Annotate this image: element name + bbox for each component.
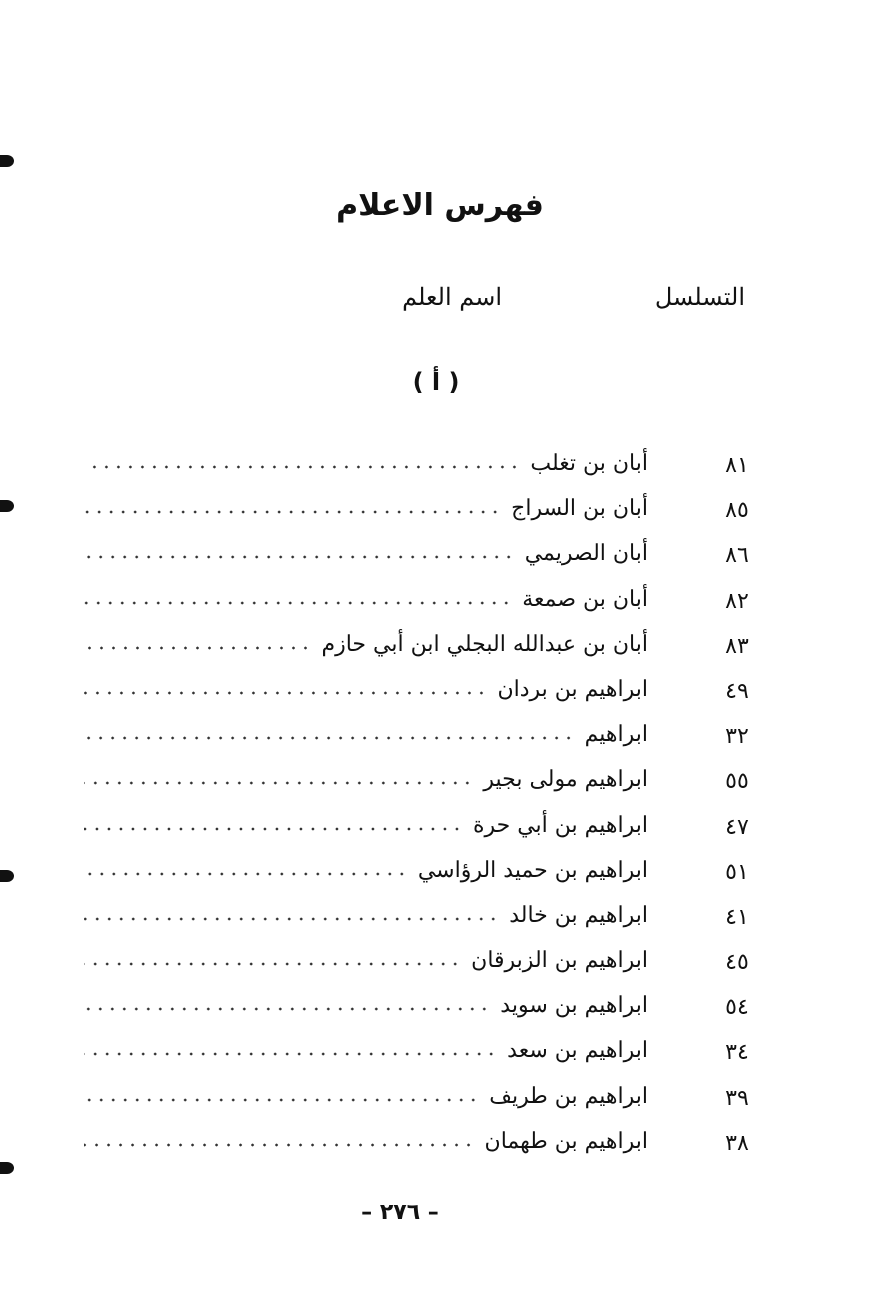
dot-leader: [84, 1051, 497, 1057]
index-entry: [0, 494, 880, 539]
index-entry: [0, 811, 880, 856]
index-entry: [0, 946, 880, 991]
index-entry: [0, 765, 880, 810]
entry-name: ابراهيم بن سويد: [500, 993, 648, 1019]
entry-name: أبان بن عبدالله البجلي ابن أبي حازم: [321, 631, 648, 657]
dot-leader: [84, 735, 575, 741]
dot-leader: [84, 961, 461, 967]
entry-name: أبان بن تغلب: [530, 451, 648, 476]
entry-name: ابراهيم بن طريف: [489, 1083, 648, 1109]
entry-number: ٨٦: [725, 543, 749, 569]
dot-leader: [84, 464, 520, 470]
index-entry: [0, 449, 880, 494]
index-entry: [0, 1036, 880, 1081]
entry-name: ابراهيم مولى بجير: [483, 767, 648, 793]
entry-name: ابراهيم بن أبي حرة: [472, 812, 648, 838]
index-entry: [0, 1127, 880, 1172]
binding-hole-mark: [0, 155, 14, 167]
dot-leader: [84, 1097, 479, 1103]
entry-number: ٣٨: [725, 1130, 749, 1156]
dot-leader: [84, 1006, 490, 1012]
entry-number: ٨٣: [725, 633, 749, 659]
entry-number: ٣٩: [725, 1085, 749, 1111]
entry-name: ابراهيم بن بردان: [497, 676, 648, 702]
index-entry: [0, 630, 880, 675]
entry-number: ٨٢: [725, 588, 749, 614]
entry-number: ٨١: [725, 453, 749, 478]
entry-number: ٤٧: [725, 814, 749, 840]
dot-leader: [84, 871, 408, 877]
entry-number: ٥٤: [725, 995, 749, 1021]
entry-name: ابراهيم بن سعد: [507, 1038, 648, 1064]
dot-leader: [84, 509, 501, 515]
entry-number: ٣٤: [725, 1040, 749, 1066]
entry-number: ٤٥: [725, 950, 749, 976]
entry-name: أبان الصريمي: [524, 541, 648, 567]
entry-name: ابراهيم بن طهمان: [484, 1128, 648, 1154]
dot-leader: [84, 780, 473, 786]
entry-name: ابراهيم بن الزبرقان: [471, 948, 648, 974]
dot-leader: [84, 1142, 475, 1148]
section-letter-heading: ( أ ): [412, 368, 460, 396]
entry-number: ٤٩: [725, 678, 749, 704]
entry-number: ٥١: [725, 859, 749, 885]
dot-leader: [84, 554, 515, 560]
index-entry: [0, 585, 880, 630]
index-entry: [0, 901, 880, 946]
index-entry: [0, 856, 880, 901]
index-entry: [0, 675, 880, 720]
index-entry: [0, 539, 880, 584]
name-column-header: اسم العلم: [402, 283, 502, 311]
entry-number: ٣٢: [725, 724, 749, 750]
page-title: فهرس الاعلام: [336, 188, 544, 223]
entry-name: أبان بن صمعة: [522, 586, 648, 612]
dot-leader: [84, 600, 512, 606]
entry-number: ٤١: [725, 904, 749, 930]
dot-leader: [84, 645, 311, 651]
dot-leader: [84, 916, 499, 922]
entry-name: ابراهيم بن حميد الرؤاسي: [417, 857, 648, 883]
entry-number: ٨٥: [725, 498, 749, 524]
index-entries-list: [0, 449, 880, 1172]
entry-name: أبان بن السراج: [511, 496, 648, 522]
dot-leader: [84, 826, 463, 832]
dot-leader: [84, 690, 487, 696]
serial-column-header: التسلسل: [654, 283, 745, 311]
index-entry: [0, 991, 880, 1036]
entry-number: ٥٥: [725, 769, 749, 795]
entry-name: ابراهيم بن خالد: [509, 902, 648, 928]
page-number: – ٢٧٦ –: [361, 1200, 439, 1225]
entry-name: ابراهيم: [584, 722, 648, 748]
index-entry: [0, 720, 880, 765]
index-entry: [0, 1082, 880, 1127]
